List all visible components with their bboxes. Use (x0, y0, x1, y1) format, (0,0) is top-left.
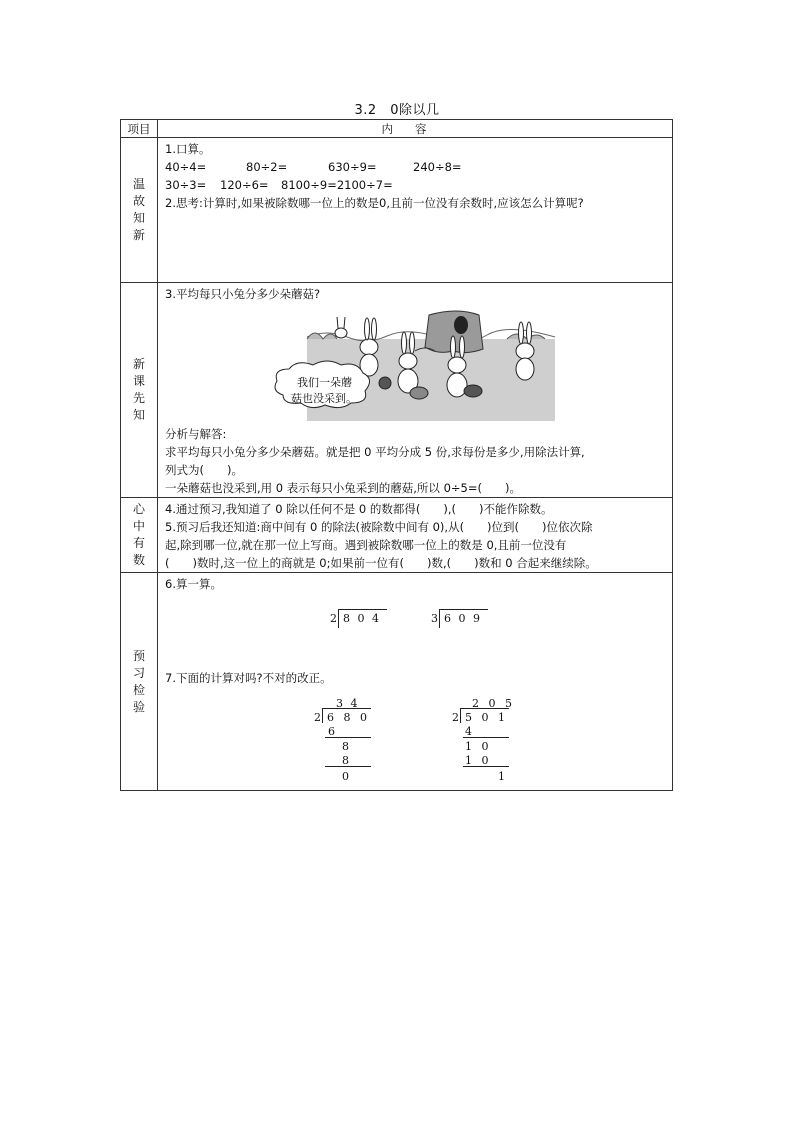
calc-item: 40÷4= (165, 160, 207, 174)
division-problem-1 (330, 609, 387, 628)
calc-item: 630÷9= (328, 160, 377, 174)
vertical-calc-2 (452, 695, 522, 781)
review-row1 (165, 158, 672, 176)
lesson-table (120, 119, 673, 791)
analysis-line-1: 求平均每只小兔分多少朵蘑菇。就是把 0 平均分成 5 份,求每份是多少,用除法计算, (165, 445, 585, 459)
step-value: 8 (342, 740, 349, 753)
step-value: 6 (328, 725, 335, 738)
new-q3: 3.平均每只小兔分多少朵蘑菇? (165, 287, 321, 301)
section-mind (121, 498, 673, 573)
vertical-calc-1 (308, 695, 378, 781)
step-value: 8 (342, 754, 349, 767)
rabbits-illustration (291, 309, 555, 421)
review-row2 (165, 176, 672, 194)
step-value: 0 (342, 770, 349, 783)
step-value: 1 0 (465, 754, 492, 767)
bubble-line-2: 菇也没采到。 (291, 392, 357, 405)
divisor: 2 (314, 711, 321, 724)
mind-q4: 4.通过预习,我知道了 0 除以任何不是 0 的数都得( ),( )不能作除数。 (165, 502, 553, 516)
divisor: 2 (330, 612, 337, 625)
calc-item: 8100÷9=2100÷7= (281, 178, 393, 192)
dividend: 5 0 1 (465, 711, 508, 724)
step-value: 1 (498, 770, 505, 783)
divisor: 3 (431, 612, 438, 625)
check-q6: 6.算一算。 (165, 577, 222, 591)
bubble-line-1: 我们一朵蘑 (297, 376, 352, 389)
step-value: 1 0 (465, 740, 492, 753)
mind-q5-line-1: 5.预习后我还知道:商中间有 0 的除法(被除数中间有 0),从( )位到( )位依次除 (165, 520, 593, 534)
calc-item: 80÷2= (246, 160, 288, 174)
quotient: 3 4 (336, 697, 360, 710)
rabbits-picture (291, 309, 555, 421)
check-q7: 7.下面的计算对吗?不对的改正。 (165, 671, 332, 685)
calc-item: 30÷3= (165, 178, 207, 192)
dividend: 6 0 9 (439, 609, 488, 628)
calc-item: 120÷6= (220, 178, 269, 192)
section-label-check: 预习检验 (132, 648, 145, 714)
analysis-line-3: 一朵蘑菇也没采到,用 0 表示每只小兔采到的蘑菇,所以 0÷5=( )。 (165, 481, 521, 495)
section-label-new: 新课先知 (132, 357, 145, 422)
mind-q5-line-3: ( )数时,这一位上的商就是 0;如果前一位有( )数,( )数和 0 合起来继续除。 (165, 556, 597, 570)
quotient: 2 0 5 (472, 697, 515, 710)
review-q2: 2.思考:计算时,如果被除数哪一位上的数是0,且前一位没有余数时,应该怎么计算呢? (165, 196, 584, 210)
section-new (121, 283, 673, 498)
step-value: 4 (465, 725, 472, 738)
analysis-title: 分析与解答: (165, 427, 227, 441)
section-review (121, 138, 673, 283)
section-label-review: 温故知新 (132, 177, 145, 242)
calc-item: 240÷8= (413, 160, 462, 174)
review-q1: 1.口算。 (165, 142, 211, 156)
dividend: 6 8 0 (327, 711, 370, 724)
table-header (121, 120, 673, 138)
header-item: 项目 (121, 120, 158, 138)
dividend: 8 0 4 (338, 609, 387, 628)
page-title: 3.2 0除以几 (354, 103, 440, 118)
section-check (121, 573, 673, 791)
header-content: 内容 (158, 120, 673, 138)
divisor: 2 (452, 711, 459, 724)
mind-q5-line-2: 起,除到哪一位,就在那一位上写商。遇到被除数哪一位上的数是 0,且前一位没有 (165, 538, 567, 552)
section-label-mind: 心中有数 (132, 502, 145, 567)
division-problem-2 (431, 609, 488, 628)
analysis-line-2: 列式为( )。 (165, 463, 243, 477)
